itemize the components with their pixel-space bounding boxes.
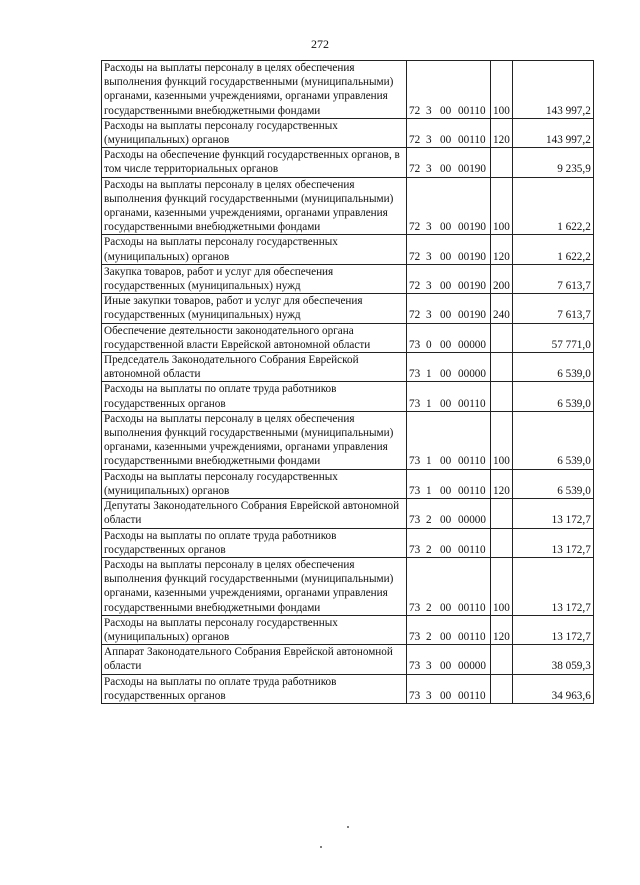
expense-type-code: 240	[491, 294, 513, 323]
expense-type-code	[491, 499, 513, 528]
amount: 1 622,2	[512, 177, 593, 235]
code-subprogram: 3	[426, 660, 432, 673]
code-direction: 00	[440, 368, 452, 381]
code-expense: 00110	[458, 543, 486, 556]
table-row	[102, 118, 594, 147]
code-subprogram: 0	[426, 338, 432, 351]
code-subprogram: 3	[426, 221, 432, 234]
code-expense: 00110	[458, 630, 486, 643]
target-article-code	[407, 118, 491, 147]
code-expense: 00000	[458, 338, 486, 351]
code-direction: 00	[440, 543, 452, 556]
code-subprogram: 3	[426, 280, 432, 293]
amount: 7 613,7	[512, 264, 593, 293]
expense-description: Расходы на выплаты по оплате труда работников государственных органов	[102, 382, 407, 411]
amount: 143 997,2	[512, 118, 593, 147]
expense-description: Расходы на выплаты персоналу государственных (муниципальных) органов	[102, 235, 407, 264]
code-subprogram: 3	[426, 134, 432, 147]
code-program: 72	[409, 134, 421, 147]
scan-speck	[320, 846, 322, 848]
expense-type-code: 120	[491, 118, 513, 147]
table-row	[102, 615, 594, 644]
code-subprogram: 1	[426, 397, 432, 410]
expense-type-code: 100	[491, 411, 513, 469]
target-article-code	[407, 382, 491, 411]
expense-description: Расходы на выплаты персоналу государственных (муниципальных) органов	[102, 469, 407, 498]
code-program: 72	[409, 250, 421, 263]
code-expense: 00110	[458, 397, 486, 410]
code-subprogram: 3	[426, 163, 432, 176]
code-program: 72	[409, 221, 421, 234]
code-subprogram: 2	[426, 543, 432, 556]
amount: 13 172,7	[512, 615, 593, 644]
target-article-code	[407, 177, 491, 235]
expense-description: Расходы на выплаты персоналу в целях обеспечения выполнения функций государственными (муниципальными) органами, казенными учреждениями, органами управления государственными внебюджетными фондами	[102, 411, 407, 469]
target-article-code	[407, 528, 491, 557]
code-subprogram: 3	[426, 309, 432, 322]
target-article-code	[407, 294, 491, 323]
code-subprogram: 3	[426, 689, 432, 702]
code-direction: 00	[440, 134, 452, 147]
table-row	[102, 645, 594, 674]
code-program: 73	[409, 630, 421, 643]
expense-description: Расходы на выплаты персоналу государственных (муниципальных) органов	[102, 118, 407, 147]
expense-type-code: 100	[491, 61, 513, 119]
expense-description: Расходы на выплаты персоналу государственных (муниципальных) органов	[102, 615, 407, 644]
amount: 13 172,7	[512, 499, 593, 528]
code-program: 73	[409, 338, 421, 351]
code-direction: 00	[440, 455, 452, 468]
target-article-code	[407, 411, 491, 469]
expense-description: Расходы на обеспечение функций государственных органов, в том числе территориальных органов	[102, 148, 407, 177]
expense-description: Расходы на выплаты персоналу в целях обеспечения выполнения функций государственными (муниципальными) органами, казенными учреждениями, органами управления государственными внебюджетными фондами	[102, 61, 407, 119]
code-subprogram: 2	[426, 630, 432, 643]
amount: 9 235,9	[512, 148, 593, 177]
expense-description: Председатель Законодательного Собрания Еврейской автономной области	[102, 353, 407, 382]
target-article-code	[407, 148, 491, 177]
code-direction: 00	[440, 309, 452, 322]
code-expense: 00110	[458, 134, 486, 147]
code-program: 73	[409, 543, 421, 556]
target-article-code	[407, 615, 491, 644]
code-program: 73	[409, 484, 421, 497]
scan-speck	[347, 826, 349, 828]
code-program: 72	[409, 309, 421, 322]
code-program: 72	[409, 163, 421, 176]
amount: 6 539,0	[512, 353, 593, 382]
target-article-code	[407, 235, 491, 264]
code-subprogram: 3	[426, 104, 432, 117]
code-direction: 00	[440, 280, 452, 293]
code-direction: 00	[440, 660, 452, 673]
code-direction: 00	[440, 484, 452, 497]
expense-type-code	[491, 528, 513, 557]
code-program: 73	[409, 689, 421, 702]
expense-type-code: 120	[491, 235, 513, 264]
expense-type-code: 100	[491, 177, 513, 235]
target-article-code	[407, 323, 491, 352]
code-program: 73	[409, 397, 421, 410]
code-expense: 00110	[458, 601, 486, 614]
amount: 13 172,7	[512, 528, 593, 557]
table-row	[102, 61, 594, 119]
table-row	[102, 469, 594, 498]
table-row	[102, 674, 594, 703]
code-expense: 00000	[458, 514, 486, 527]
expense-type-code: 120	[491, 615, 513, 644]
expense-description: Расходы на выплаты по оплате труда работников государственных органов	[102, 528, 407, 557]
code-program: 73	[409, 514, 421, 527]
expense-type-code	[491, 645, 513, 674]
expense-type-code	[491, 382, 513, 411]
code-program: 73	[409, 368, 421, 381]
code-expense: 00000	[458, 368, 486, 381]
code-direction: 00	[440, 338, 452, 351]
code-expense: 00110	[458, 455, 486, 468]
expense-type-code: 100	[491, 557, 513, 615]
code-direction: 00	[440, 250, 452, 263]
code-subprogram: 2	[426, 514, 432, 527]
budget-table	[101, 60, 594, 704]
code-expense: 00190	[458, 309, 486, 322]
expense-description: Расходы на выплаты персоналу в целях обеспечения выполнения функций государственными (муниципальными) органами, казенными учреждениями, органами управления государственными внебюджетными фондами	[102, 557, 407, 615]
expense-type-code	[491, 353, 513, 382]
table-row	[102, 177, 594, 235]
amount: 57 771,0	[512, 323, 593, 352]
code-expense: 00000	[458, 660, 486, 673]
code-direction: 00	[440, 514, 452, 527]
code-program: 73	[409, 455, 421, 468]
code-program: 73	[409, 601, 421, 614]
target-article-code	[407, 61, 491, 119]
target-article-code	[407, 499, 491, 528]
table-row	[102, 382, 594, 411]
code-program: 72	[409, 280, 421, 293]
code-direction: 00	[440, 601, 452, 614]
table-row	[102, 323, 594, 352]
table-row	[102, 411, 594, 469]
expense-description: Закупка товаров, работ и услуг для обеспечения государственных (муниципальных) нужд	[102, 264, 407, 293]
code-program: 73	[409, 660, 421, 673]
table-row	[102, 294, 594, 323]
expense-type-code	[491, 323, 513, 352]
target-article-code	[407, 645, 491, 674]
amount: 7 613,7	[512, 294, 593, 323]
expense-description: Расходы на выплаты персоналу в целях обеспечения выполнения функций государственными (муниципальными) органами, казенными учреждениями, органами управления государственными внебюджетными фондами	[102, 177, 407, 235]
code-direction: 00	[440, 397, 452, 410]
expense-description: Расходы на выплаты по оплате труда работников государственных органов	[102, 674, 407, 703]
expense-description: Иные закупки товаров, работ и услуг для обеспечения государственных (муниципальных) нужд	[102, 294, 407, 323]
expense-description: Депутаты Законодательного Собрания Еврейской автономной области	[102, 499, 407, 528]
amount: 38 059,3	[512, 645, 593, 674]
table-row	[102, 557, 594, 615]
code-direction: 00	[440, 221, 452, 234]
amount: 6 539,0	[512, 469, 593, 498]
amount: 34 963,6	[512, 674, 593, 703]
amount: 1 622,2	[512, 235, 593, 264]
table-row	[102, 499, 594, 528]
code-direction: 00	[440, 163, 452, 176]
table-row	[102, 264, 594, 293]
table-row	[102, 235, 594, 264]
code-expense: 00190	[458, 221, 486, 234]
code-direction: 00	[440, 104, 452, 117]
target-article-code	[407, 264, 491, 293]
amount: 6 539,0	[512, 382, 593, 411]
code-direction: 00	[440, 689, 452, 702]
code-subprogram: 1	[426, 368, 432, 381]
code-subprogram: 1	[426, 484, 432, 497]
expense-type-code: 200	[491, 264, 513, 293]
expense-description: Аппарат Законодательного Собрания Еврейской автономной области	[102, 645, 407, 674]
code-expense: 00110	[458, 484, 486, 497]
target-article-code	[407, 469, 491, 498]
target-article-code	[407, 557, 491, 615]
code-subprogram: 1	[426, 455, 432, 468]
code-direction: 00	[440, 630, 452, 643]
expense-type-code	[491, 148, 513, 177]
expense-type-code	[491, 674, 513, 703]
page-number: 272	[311, 37, 329, 51]
table-row	[102, 528, 594, 557]
expense-type-code: 120	[491, 469, 513, 498]
code-expense: 00190	[458, 163, 486, 176]
code-expense: 00110	[458, 104, 486, 117]
target-article-code	[407, 353, 491, 382]
target-article-code	[407, 674, 491, 703]
code-expense: 00190	[458, 280, 486, 293]
expense-description: Обеспечение деятельности законодательного органа государственной власти Еврейской автономной области	[102, 323, 407, 352]
table-row	[102, 148, 594, 177]
code-subprogram: 2	[426, 601, 432, 614]
amount: 143 997,2	[512, 61, 593, 119]
table-row	[102, 353, 594, 382]
code-expense: 00190	[458, 250, 486, 263]
amount: 13 172,7	[512, 557, 593, 615]
budget-table-body	[102, 61, 594, 704]
amount: 6 539,0	[512, 411, 593, 469]
code-program: 72	[409, 104, 421, 117]
code-subprogram: 3	[426, 250, 432, 263]
code-expense: 00110	[458, 689, 486, 702]
